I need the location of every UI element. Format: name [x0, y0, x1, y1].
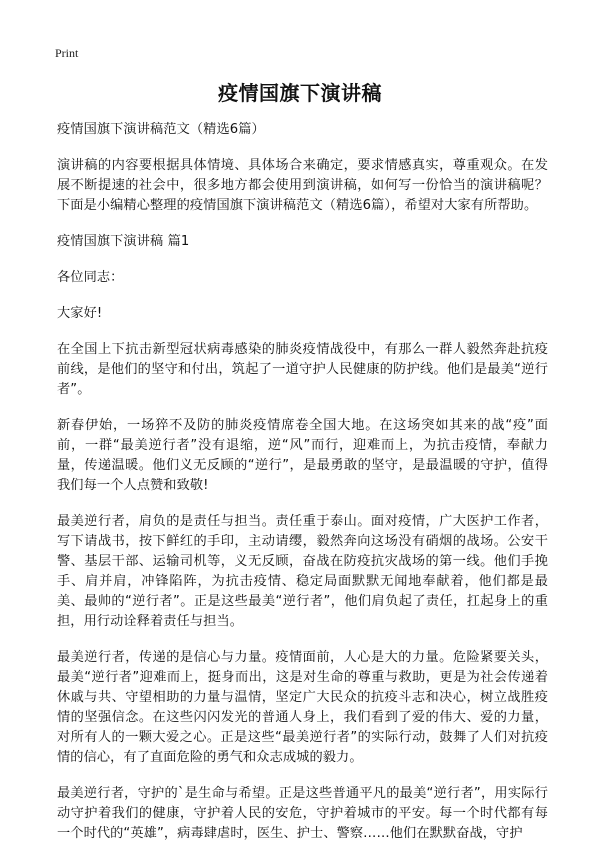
body-paragraph-5: 最美逆行者，守护的`是生命与希望。正是这些普通平凡的最美“逆行者”，用实际行动守护着我们的健康，守护着人民的安危，守护着城市的平安。每一个时代都有每一个时代的“英雄”，病毒肆虐时，医生、护士、警察……他们在默默奋战，守护 [57, 786, 548, 841]
body-paragraph-1: 在全国上下抗击新型冠状病毒感染的肺炎疫情战役中，有那么一群人毅然奔赴抗疫前线，是他们的坚守和付出，筑起了一道守护人民健康的防护线。他们是最美“逆行者”。 [57, 342, 548, 397]
page-title: 疫情国旗下演讲稿 [218, 81, 382, 105]
greeting: 大家好! [57, 306, 103, 321]
salutation: 各位同志： [57, 270, 124, 285]
intro-paragraph: 演讲稿的内容要根据具体情境、具体场合来确定，要求情感真实，尊重观众。在发展不断提速的社会中，很多地方都会使用到演讲稿，如何写一份恰当的演讲稿呢？下面是小编精心整理的疫情国旗下演讲稿范文（精选6篇），希望对大家有所帮助。 [57, 158, 548, 213]
section-heading: 疫情国旗下演讲稿 篇1 [57, 234, 190, 249]
body-paragraph-2: 新春伊始，一场猝不及防的肺炎疫情席卷全国大地。在这场突如其来的战“疫”面前，一群“最美逆行者”没有退缩，逆“风”而行，迎难而上，为抗击疫情，奉献力量，传递温暖。他们义无反顾的“逆行”，是最勇敢的坚守，是最温暖的守护，值得我们每一个人点赞和致敬! [57, 418, 548, 493]
document-body [57, 120, 548, 860]
body-paragraph-4: 最美逆行者，传递的是信心与力量。疫情面前，人心是大的力量。危险紧要关头，最美“逆行者”迎难而上，挺身而出，这是对生命的尊重与救助，更是为社会传递着休戚与共、守望相助的力量与温情，坚定广大民众的抗疫斗志和决心，树立战胜疫情的坚强信念。在这些闪闪发光的普通人身上，我们看到了爱的伟大、爱的力量，对所有人的一颗大爱之心。正是这些“最美逆行者”的实际行动，鼓舞了人们对抗疫情的信心，有了直面危险的勇气和众志成城的毅力。 [57, 650, 548, 765]
body-paragraph-3: 最美逆行者，肩负的是责任与担当。责任重于泰山。面对疫情，广大医护工作者，写下请战书，按下鲜红的手印，主动请缨，毅然奔向这场没有硝烟的战场。公安干警、基层干部、运输司机等，义无反顾，奋战在防疫抗灾战场的第一线。他们手挽手、肩并肩，冲锋陷阵，为抗击疫情、稳定局面默默无闻地奉献着，他们都是最美、最帅的“逆行者”。正是这些最美“逆行者”，他们肩负起了责任，扛起身上的重担，用行动诠释着责任与担当。 [57, 514, 548, 629]
print-link[interactable]: Print [55, 46, 79, 60]
article-subtitle: 疫情国旗下演讲稿范文（精选6篇） [57, 122, 265, 137]
